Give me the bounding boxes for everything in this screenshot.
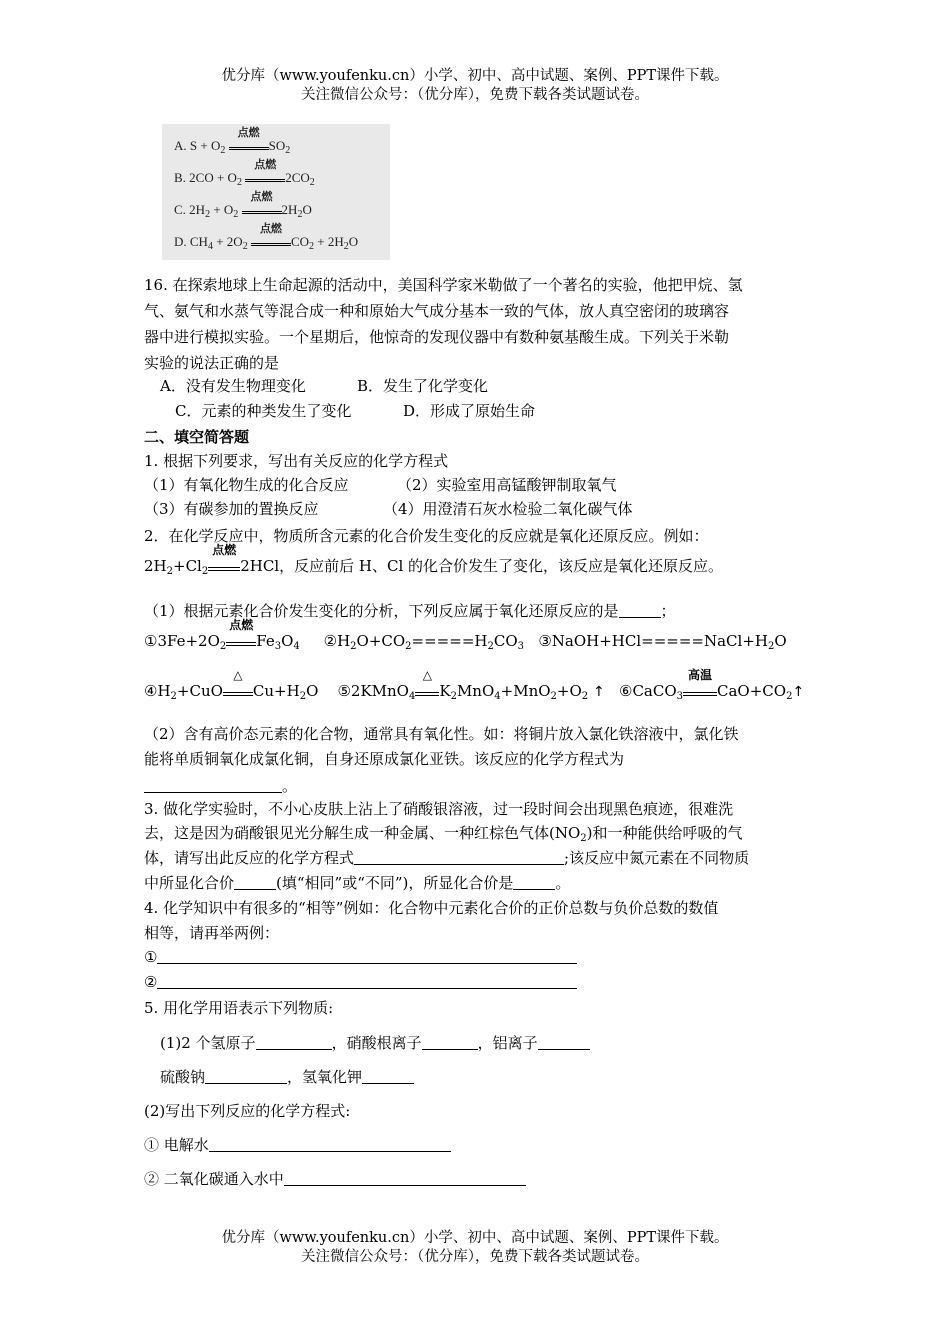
answer-blank[interactable]: [284, 1170, 526, 1186]
condition-label: 点燃: [237, 126, 260, 139]
q3-line-4c: 。: [555, 874, 571, 892]
answer-blank[interactable]: [354, 849, 564, 865]
q2-reactions-row-1: $①3Fe+2O_2$ 点燃 $Fe_3O_4$ $②H_2O+CO_2=====H_2CO_3$ $③NaOH+HCl=====NaCl+H_2O$: [144, 618, 787, 652]
q4-answer-1: [144, 946, 577, 968]
q2-line-1: 2．在化学反应中，物质所含元素的化合价发生变化的反应就是氧化还原反应。例如：: [144, 527, 709, 545]
ignite-condition: [251, 222, 291, 246]
q5-stem: 5. 用化学用语表示下列物质:: [144, 999, 334, 1017]
answer-blank[interactable]: [619, 602, 661, 618]
q5-part-1-row-1: [160, 1032, 590, 1054]
q5-hydrogen-atoms-label: (1)2 个氢原子: [160, 1034, 256, 1052]
q16-option-a: A．没有发生物理变化: [160, 377, 306, 395]
image-option-c-left: C. 2H: [174, 202, 206, 217]
q16-line-2: 气、氨气和水蒸气等混合成一种和原始大气成分基本一致的气体，放人真空密闭的玻璃容: [144, 302, 730, 320]
gas-arrow-icon: ↑: [592, 684, 605, 700]
image-option-b-left: B. 2CO + O: [174, 170, 237, 185]
q1-part-3: （3）有碳参加的置换反应: [144, 500, 319, 518]
q5-sodium-sulfate-label: 硫酸钠: [160, 1068, 206, 1086]
answer-blank[interactable]: [144, 777, 282, 793]
q5-aluminum-ion-label: ，铝离子: [477, 1034, 538, 1052]
image-option-b-right: 2CO: [285, 170, 310, 185]
q5-co2-water-label: ② 二氧化碳通入水中: [144, 1170, 284, 1188]
footer-line-1: 优分库（www.youfenku.cn）小学、初中、高中试题、案例、PPT课件下载。: [221, 1230, 729, 1246]
page-footer: [0, 1229, 950, 1267]
q2-sub-1: [144, 600, 676, 622]
header-line-1: 优分库（www.youfenku.cn）小学、初中、高中试题、案例、PPT课件下载。: [221, 68, 729, 84]
q2-example-equation: $2H_2+Cl_2$ 点燃 2HCl，反应前后 H、Cl 的化合价发生了变化，该反应是氧化还原反应。: [144, 543, 724, 577]
condition-label: 点燃: [259, 222, 282, 235]
q3-line-4: [144, 872, 570, 894]
condition-label: 点燃: [212, 543, 237, 557]
condition-label: 点燃: [229, 618, 254, 632]
q4-line-2: 相等，请再举两例：: [144, 924, 280, 942]
q2-sub-2-answer: [144, 775, 297, 797]
answer-blank[interactable]: [538, 1034, 590, 1050]
q5-electrolysis-label: ① 电解水: [144, 1136, 209, 1154]
image-option-c-tail: O: [302, 202, 312, 217]
image-option-c-right: 2H: [281, 202, 298, 217]
image-option-a-left: A. S + O: [174, 138, 221, 153]
q1-part-4: （4）用澄清石灰水检验二氧化碳气体: [383, 500, 633, 518]
q3-line-4a: 中所显化合价: [144, 874, 235, 892]
q16-option-d: D．形成了原始生命: [403, 402, 536, 420]
image-option-d: D. $CH_4 + 2O_2$ 点燃 $CO_2 + 2H_2O$: [174, 222, 359, 252]
q3-line-2a: 去，这是因为硝酸银见光分解生成一种金属、一种红棕色气体(NO: [144, 824, 581, 842]
q3-line-2b: )和一种能供给呼吸的气: [586, 824, 743, 842]
condition-label: 高温: [688, 668, 713, 682]
ignite-condition: [229, 126, 269, 150]
image-option-c-mid: + O: [210, 202, 234, 217]
q3-line-3b: ;该反应中氮元素在不同物质: [564, 849, 750, 867]
heat-condition: [223, 668, 253, 696]
q16-line-3: 器中进行模拟实验。一个星期后，他惊奇的发现仪器中有数种氨基酸生成。下列关于米勒: [144, 328, 730, 346]
q5-part-2: (2)写出下列反应的化学方程式:: [144, 1102, 351, 1120]
image-option-d-right: CO: [290, 234, 309, 249]
q16-option-b: B．发生了化学变化: [357, 377, 489, 395]
q1-part-2: （2）实验室用高锰酸钾制取氧气: [397, 476, 617, 494]
image-option-a: A. $S + O_2$ 点燃 $SO_2$: [174, 126, 291, 156]
q4-number-2: ②: [144, 973, 158, 991]
ignite-condition: [226, 618, 256, 646]
answer-blank[interactable]: [256, 1034, 332, 1050]
answer-blank[interactable]: [205, 1068, 287, 1084]
heat-condition: [415, 668, 439, 696]
q5-nitrate-ion-label: ，硝酸根离子: [331, 1034, 422, 1052]
q4-answer-2: [144, 971, 577, 993]
high-temp-condition: [683, 668, 717, 696]
image-option-d-mid2: + 2H: [314, 234, 344, 249]
ignite-condition: [208, 543, 240, 571]
gas-arrow-icon: ↑: [792, 684, 805, 700]
q16-option-c: C．元素的种类发生了变化: [175, 402, 352, 420]
q4-number-1: ①: [144, 948, 158, 966]
image-option-b: B. $2CO + O_2$ 点燃 $2CO_2$: [174, 158, 315, 188]
q3-line-1: 3. 做化学实验时，不小心皮肤上沾上了硝酸银溶液，过一段时间会出现黑色痕迹，很难洗: [144, 800, 734, 818]
image-option-d-mid: + 2O: [212, 234, 243, 249]
q4-line-1: 4. 化学知识中有很多的“相等”例如：化合物中元素化合价的正价总数与负价总数的数值: [144, 899, 719, 917]
q5-potassium-hydroxide-label: ，氢氧化钾: [287, 1068, 363, 1086]
answer-blank[interactable]: [157, 973, 577, 989]
q5-co2-water: [144, 1168, 526, 1190]
q3-line-4b: (填“相同”或“不同”)，所显化合价是: [276, 874, 514, 892]
q1-part-1: （1）有氧化物生成的化合反应: [144, 476, 349, 494]
answer-blank[interactable]: [234, 874, 276, 890]
image-option-c: C. $2H_2 + O_2$ 点燃 $2H_2O$: [174, 190, 312, 220]
q2-reactions-row-2: $④H_2+CuO$ △ $Cu+H_2O$ ⑤2KMnO$_4$ △ $K_2MnO_4+MnO_2+O_2$ ↑ ⑥CaCO$_3$ 高温 $CaO+CO_2↑$: [144, 668, 805, 702]
answer-blank[interactable]: [422, 1034, 478, 1050]
q3-line-2: 去，这是因为硝酸银见光分解生成一种金属、一种红棕色气体$(NO_2)$和一种能供给呼吸的气: [144, 824, 743, 844]
page-header: [0, 67, 950, 105]
q16-line-4: 实验的说法正确的是: [144, 354, 280, 372]
condition-label: △: [422, 668, 432, 682]
condition-label: 点燃: [250, 190, 273, 203]
q1-stem: 1. 根据下列要求，写出有关反应的化学方程式: [144, 452, 449, 470]
q2-example-text: ，反应前后 H、Cl 的化合价发生了变化，该反应是氧化还原反应。: [279, 557, 724, 575]
answer-blank[interactable]: [362, 1068, 414, 1084]
q2-sub-1-end: ；: [660, 602, 676, 620]
q2-sub-1-text: （1）根据元素化合价发生变化的分析，下列反应属于氧化还原反应的是: [144, 602, 619, 620]
equation-options-image: [162, 124, 390, 260]
ignite-condition: [245, 158, 285, 182]
answer-blank[interactable]: [209, 1136, 451, 1152]
answer-blank[interactable]: [157, 948, 577, 964]
q16-line-1: 16. 在探索地球上生命起源的活动中，美国科学家米勒做了一个著名的实验，他把甲烷、氢: [144, 276, 743, 294]
image-option-a-right: SO: [268, 138, 286, 153]
footer-line-2: 关注微信公众号：（优分库），免费下载各类试题试卷。: [301, 1249, 649, 1265]
q2-sub-2-line-2: 能将单质铜氧化成氯化铜，自身还原成氯化亚铁。该反应的化学方程式为: [144, 750, 625, 768]
image-option-d-tail: O: [348, 234, 359, 249]
q3-line-3a: 体，请写出此反应的化学方程式: [144, 849, 355, 867]
condition-label: 点燃: [254, 158, 277, 171]
q3-line-3: [144, 847, 749, 869]
ignite-condition: [242, 190, 282, 214]
condition-label: △: [233, 668, 243, 682]
q2-sub-2-end: 。: [282, 777, 298, 795]
q5-part-1-row-2: [160, 1066, 414, 1088]
q2-sub-2-line-1: （2）含有高价态元素的化合物，通常具有氧化性。如：将铜片放入氯化铁溶液中，氯化铁: [144, 725, 739, 743]
header-line-2: 关注微信公众号：（优分库），免费下载各类试题试卷。: [301, 87, 649, 103]
answer-blank[interactable]: [513, 874, 555, 890]
image-option-d-left: D. CH: [174, 234, 208, 249]
q5-electrolysis: [144, 1134, 451, 1156]
section-title: 二、填空简答题: [144, 428, 250, 446]
